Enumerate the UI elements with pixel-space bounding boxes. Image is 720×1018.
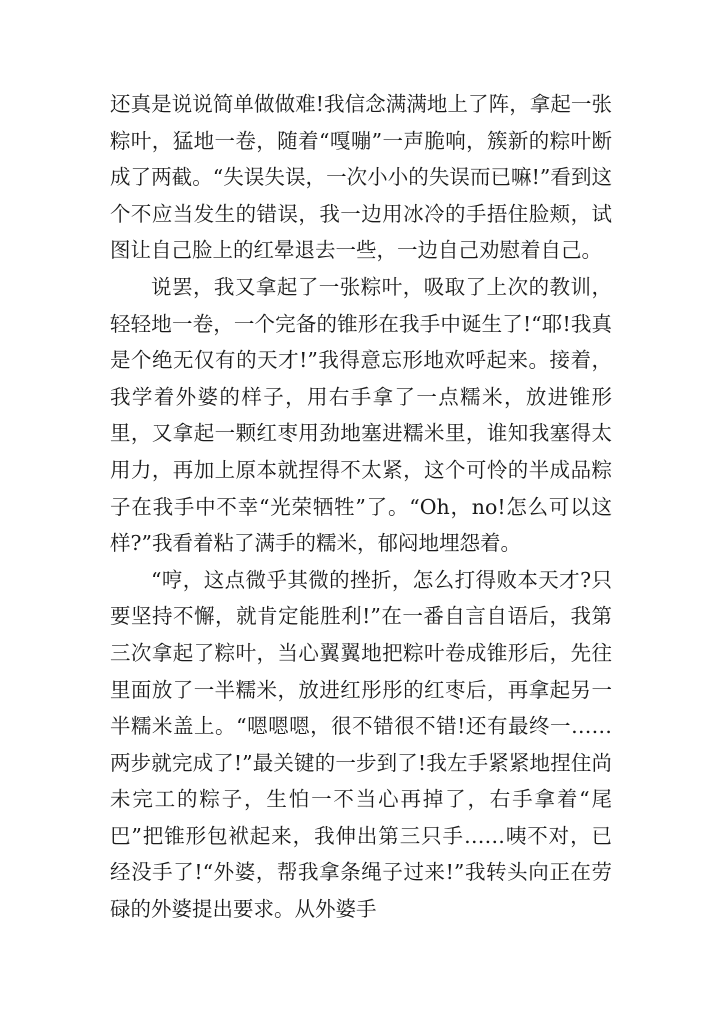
paragraph-2: 说罢，我又拿起了一张粽叶，吸取了上次的教训，轻轻地一卷，一个完备的锥形在我手中诞生了!“耶!我真是个绝无仅有的天才!”我得意忘形地欢呼起来。接着，我学着外婆的样子，用右手拿了一点糯米，放进锥形里，又拿起一颗红枣用劲地塞进糯米里，谁知我塞得太用力，再加上原本就捏得不太紧，这个可怜的半成品粽子在我手中不幸“光荣牺牲”了。“Oh，no!怎么可以这样?”我看着粘了满手的糯米，郁闷地埋怨着。 bbox=[110, 274, 612, 556]
paragraph-3: “哼，这点微乎其微的挫折，怎么打得败本天才?只要坚持不懈，就肯定能胜利!”在一番自言自语后，我第三次拿起了粽叶，当心翼翼地把粽叶卷成锥形后，先往里面放了一半糯米，放进红彤彤的红枣后，再拿起另一半糯米盖上。“嗯嗯嗯，很不错很不错!还有最终一……两步就完成了!”最关键的一步到了!我左手紧紧地捏住尚未完工的粽子，生怕一不当心再掉了，右手拿着“尾巴”把锥形包袱起来，我伸出第三只手……咦不对，已经没手了!“外婆，帮我拿条绳子过来!”我转头向正在劳碌的外婆提出要求。从外婆手 bbox=[110, 567, 612, 922]
paragraph-1: 还真是说说简单做做难!我信念满满地上了阵，拿起一张粽叶，猛地一卷，随着“嘎嘣”一声脆响，簇新的粽叶断成了两截。“失误失误，一次小小的失误而已嘛!”看到这个不应当发生的错误，我一边用冰冷的手捂住脸颊，试图让自己脸上的红晕退去一些，一边自己劝慰着自己。 bbox=[110, 92, 612, 263]
document-body bbox=[110, 86, 612, 928]
